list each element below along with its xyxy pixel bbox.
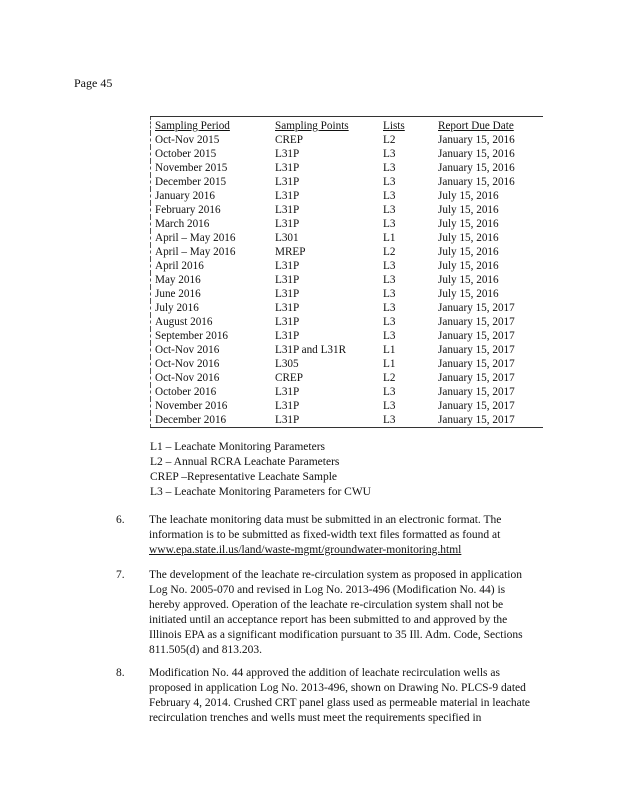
cell-report-due-date: January 15, 2017 [438, 302, 515, 314]
table-row [151, 273, 544, 287]
cell-lists: L3 [383, 218, 396, 230]
table-row [151, 175, 544, 189]
cell-sampling-points: L31P [275, 148, 300, 160]
cell-sampling-points: L31P [275, 302, 300, 314]
table-row [151, 203, 544, 217]
header-sampling-points: Sampling Points [275, 117, 383, 134]
cell-report-due-date: July 15, 2016 [438, 288, 499, 300]
cell-sampling-points: L31P [275, 316, 300, 328]
table-row [151, 161, 544, 175]
table-row [151, 287, 544, 301]
legend-item: CREP –Representative Leachate Sample [150, 471, 338, 483]
cell-report-due-date: January 15, 2017 [438, 358, 515, 370]
cell-report-due-date: July 15, 2016 [438, 232, 499, 244]
item-number: 7. [116, 569, 125, 581]
cell-lists: L3 [383, 148, 396, 160]
cell-lists: L3 [383, 204, 396, 216]
table-row [151, 259, 544, 273]
cell-sampling-points: L31P and L31R [275, 344, 347, 356]
legend-item: L3 – Leachate Monitoring Parameters for CWU [150, 486, 371, 498]
cell-lists: L3 [383, 330, 396, 342]
cell-report-due-date: July 15, 2016 [438, 274, 499, 286]
table-row [151, 147, 544, 161]
table-row [151, 343, 544, 357]
cell-sampling-points: L31P [275, 218, 300, 230]
cell-sampling-points: L31P [275, 162, 300, 174]
cell-lists: L3 [383, 176, 396, 188]
table-row [151, 189, 544, 203]
cell-sampling-period: May 2016 [151, 273, 276, 287]
cell-sampling-period: February 2016 [151, 203, 276, 217]
cell-sampling-period: June 2016 [151, 287, 276, 301]
cell-sampling-points: CREP [275, 134, 303, 146]
cell-sampling-points: L31P [275, 260, 300, 272]
cell-report-due-date: January 15, 2017 [438, 372, 515, 384]
cell-sampling-points: L31P [275, 176, 300, 188]
cell-report-due-date: January 15, 2017 [438, 400, 515, 412]
cell-sampling-period: July 2016 [151, 301, 276, 315]
table-row [151, 231, 544, 245]
cell-sampling-period: April – May 2016 [151, 245, 276, 259]
cell-sampling-points: L31P [275, 204, 300, 216]
cell-sampling-points: L31P [275, 400, 300, 412]
cell-sampling-points: CREP [275, 372, 303, 384]
table-row [151, 245, 544, 259]
item-number: 8. [116, 667, 125, 679]
cell-lists: L3 [383, 413, 438, 428]
cell-sampling-points: L305 [275, 358, 299, 370]
cell-report-due-date: January 15, 2016 [438, 176, 515, 188]
cell-report-due-date: January 15, 2017 [438, 330, 515, 342]
cell-sampling-period: March 2016 [151, 217, 276, 231]
page-label: Page 45 [74, 76, 113, 90]
header-report-due-date: Report Due Date [438, 117, 543, 134]
cell-report-due-date: January 15, 2017 [438, 316, 515, 328]
table-row [151, 357, 544, 371]
cell-report-due-date: January 15, 2016 [438, 148, 515, 160]
item-paragraph: Modification No. 44 approved the addition of leachate recirculation wells as proposed in application Log No. 2013-496, shown on Drawing No. PLCS-9 dated February 4, 2014. Crushed CRT panel glass used as permeable material in leachate recirculation trenches and wells must meet the requirements specified in [149, 667, 531, 724]
legend-item: L2 – Annual RCRA Leachate Parameters [150, 456, 340, 468]
item-text [149, 513, 539, 558]
cell-report-due-date: January 15, 2017 [438, 344, 515, 356]
cell-report-due-date: January 15, 2016 [438, 134, 515, 146]
cell-sampling-period: January 2016 [151, 189, 276, 203]
cell-sampling-period: April – May 2016 [151, 231, 276, 245]
cell-sampling-points: L31P [275, 288, 300, 300]
cell-sampling-period: October 2015 [151, 147, 276, 161]
table-header-row [151, 117, 544, 134]
cell-lists: L1 [383, 232, 396, 244]
cell-sampling-period: December 2015 [151, 175, 276, 189]
cell-report-due-date: January 15, 2017 [438, 386, 515, 398]
cell-lists: L2 [383, 134, 396, 146]
table-row [151, 315, 544, 329]
cell-lists: L1 [383, 358, 396, 370]
table-row [151, 413, 544, 428]
cell-lists: L3 [383, 288, 396, 300]
cell-sampling-points: L31P [275, 413, 383, 428]
table-row [151, 217, 544, 231]
cell-sampling-points: MREP [275, 246, 306, 258]
cell-lists: L3 [383, 190, 396, 202]
cell-lists: L2 [383, 246, 396, 258]
cell-sampling-period: Oct-Nov 2015 [151, 133, 276, 147]
cell-sampling-period: Oct-Nov 2016 [151, 357, 276, 371]
legend-item: L1 – Leachate Monitoring Parameters [150, 441, 325, 453]
cell-report-due-date: January 15, 2017 [438, 413, 543, 428]
cell-sampling-period: October 2016 [151, 385, 276, 399]
cell-lists: L3 [383, 162, 396, 174]
cell-report-due-date: July 15, 2016 [438, 260, 499, 272]
cell-sampling-period: November 2015 [151, 161, 276, 175]
cell-report-due-date: July 15, 2016 [438, 218, 499, 230]
groundwater-monitoring-link[interactable]: www.epa.state.il.us/land/waste-mgmt/groundwater-monitoring.html [149, 544, 462, 556]
cell-sampling-points: L31P [275, 330, 300, 342]
header-lists: Lists [383, 117, 438, 134]
cell-report-due-date: July 15, 2016 [438, 246, 499, 258]
item-paragraph: The leachate monitoring data must be submitted in an electronic format. The information is to be submitted as fixed-width text files formatted as found at [149, 514, 502, 541]
cell-report-due-date: July 15, 2016 [438, 190, 499, 202]
table-body [151, 133, 544, 428]
cell-lists: L3 [383, 302, 396, 314]
item-number: 6. [116, 514, 125, 526]
cell-sampling-period: Oct-Nov 2016 [151, 371, 276, 385]
table-row [151, 329, 544, 343]
cell-sampling-period: April 2016 [151, 259, 276, 273]
sampling-schedule-table [150, 116, 543, 428]
item-paragraph: The development of the leachate re-circulation system as proposed in application Log No. 2005-070 and revised in Log No. 2013-496 (Modification No. 44) is hereby approved. Operation of the leachate re-circulation system shall not be initiated until an acceptance report has been submitted to and approved by the Illinois EPA as a significant modification pursuant to 35 Ill. Adm. Code, Sections 811.505(d) and 813.203. [149, 569, 523, 656]
cell-lists: L2 [383, 372, 396, 384]
table-row [151, 301, 544, 315]
cell-sampling-points: L31P [275, 386, 300, 398]
header-sampling-period: Sampling Period [151, 117, 276, 134]
table-row [151, 385, 544, 399]
cell-lists: L3 [383, 274, 396, 286]
cell-sampling-points: L31P [275, 274, 300, 286]
legend [150, 440, 371, 500]
cell-sampling-period: September 2016 [151, 329, 276, 343]
table-row [151, 399, 544, 413]
table-row [151, 371, 544, 385]
cell-lists: L3 [383, 386, 396, 398]
cell-lists: L1 [383, 344, 396, 356]
cell-report-due-date: July 15, 2016 [438, 204, 499, 216]
cell-lists: L3 [383, 260, 396, 272]
cell-sampling-period: Oct-Nov 2016 [151, 343, 276, 357]
cell-sampling-period: August 2016 [151, 315, 276, 329]
cell-sampling-points: L301 [275, 232, 299, 244]
cell-report-due-date: January 15, 2016 [438, 162, 515, 174]
cell-sampling-points: L31P [275, 190, 300, 202]
cell-sampling-period: December 2016 [151, 413, 276, 428]
cell-sampling-period: November 2016 [151, 399, 276, 413]
table-row [151, 133, 544, 147]
cell-lists: L3 [383, 316, 396, 328]
cell-lists: L3 [383, 400, 396, 412]
